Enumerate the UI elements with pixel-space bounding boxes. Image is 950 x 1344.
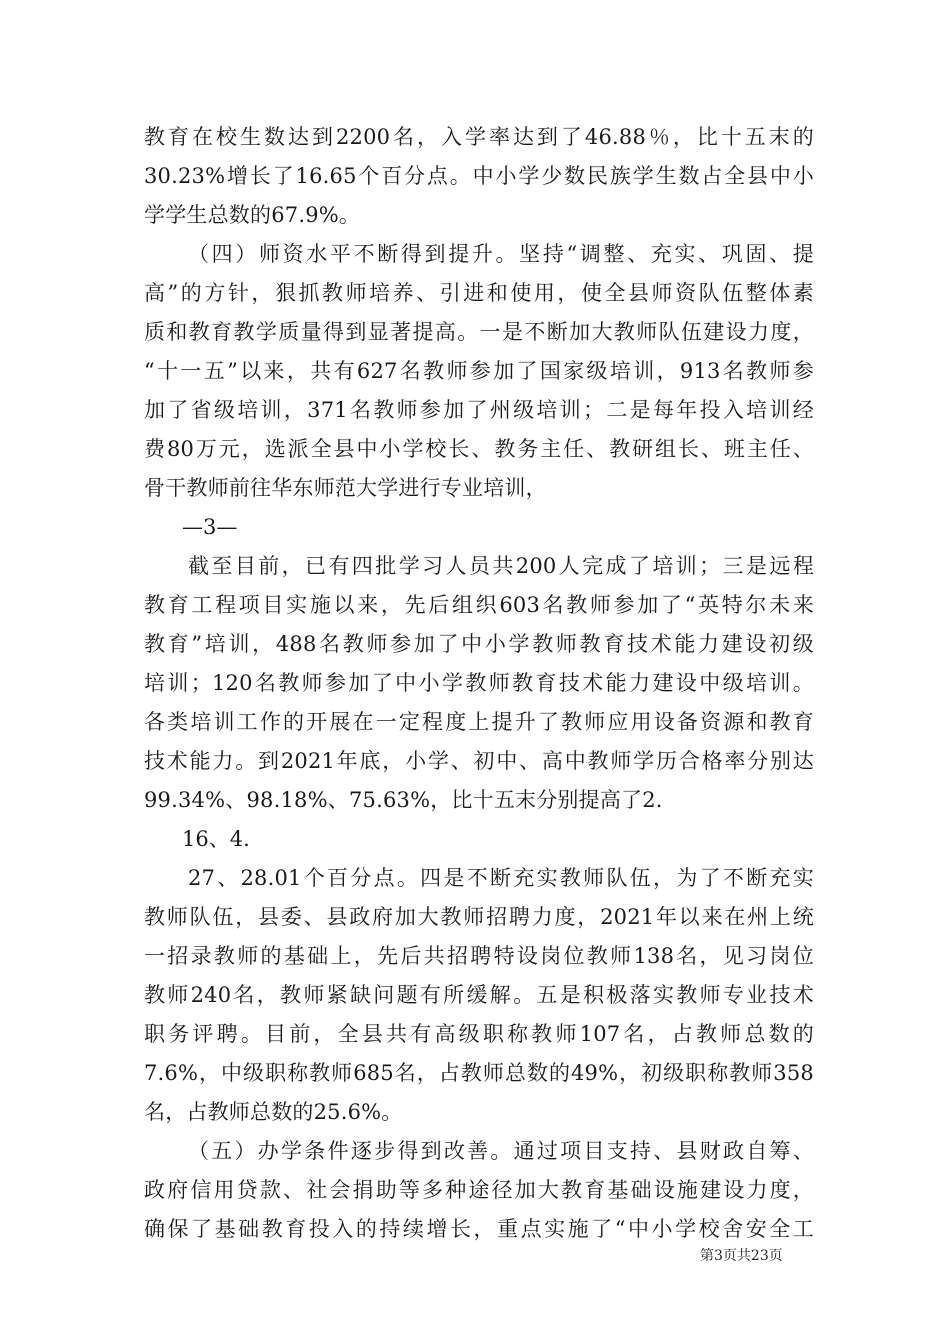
document-body	[144, 118, 814, 1249]
text-line: 骨干教师前往华东师范大学进行专业培训，	[144, 476, 547, 500]
text-line: 质和教育教学质量得到显著提高。一是不断加大教师队伍建设力度，	[144, 320, 814, 344]
text-line: 30.23%增长了16.65个百分点。中小学少数民族学生数占全县中小	[144, 164, 814, 188]
text-line: “十一五”以来，共有627名教师参加了国家级培训，913名教师参	[144, 359, 814, 383]
text-line: 高”的方针，狠抓教师培养、引进和使用，使全县师资队伍整体素	[144, 281, 814, 305]
text-line: 99.34%、98.18%、75.63%，比十五末分别提高了2.	[144, 788, 663, 812]
text-line: 教育”培训，488名教师参加了中小学教师教育技术能力建设初级	[144, 632, 814, 656]
text-line: 学学生总数的67.9%。	[144, 203, 361, 227]
text-line: （五）办学条件逐步得到改善。通过项目支持、县财政自筹、	[188, 1139, 814, 1163]
page-marker: —3—	[182, 515, 238, 539]
text-line: （四）师资水平不断得到提升。坚持“调整、充实、巩固、提	[188, 242, 814, 266]
page-marker: 16、4.	[182, 827, 250, 851]
text-line: 名，占教师总数的25.6%。	[144, 1100, 403, 1124]
text-line: 截至目前，已有四批学习人员共200人完成了培训；三是远程	[188, 554, 814, 578]
text-line: 职务评聘。目前，全县共有高级职称教师107名，占教师总数的	[144, 1022, 814, 1046]
text-line: 费80万元，选派全县中小学校长、教务主任、教研组长、班主任、	[144, 437, 814, 461]
text-line: 教师240名，教师紧缺问题有所缓解。五是积极落实教师专业技术	[144, 983, 814, 1007]
text-line: 教育工程项目实施以来，先后组织603名教师参加了“英特尔未来	[144, 593, 814, 617]
text-line: 教育在校生数达到2200名，入学率达到了46.88％，比十五末的	[144, 125, 814, 149]
text-line: 一招录教师的基础上，先后共招聘特设岗位教师138名，见习岗位	[144, 944, 814, 968]
text-line: 政府信用贷款、社会捐助等多种途径加大教育基础设施建设力度，	[144, 1178, 814, 1202]
text-line: 技术能力。到2021年底，小学、初中、高中教师学历合格率分别达	[144, 749, 814, 773]
text-line: 27、28.01个百分点。四是不断充实教师队伍，为了不断充实	[188, 866, 814, 890]
text-line: 培训；120名教师参加了中小学教师教育技术能力建设中级培训。	[144, 671, 814, 695]
text-line: 教师队伍，县委、县政府加大教师招聘力度，2021年以来在州上统	[144, 905, 814, 929]
page-footer: 第3页共23页	[700, 1248, 783, 1264]
text-line: 各类培训工作的开展在一定程度上提升了教师应用设备资源和教育	[144, 710, 814, 734]
text-line: 7.6%，中级职称教师685名，占教师总数的49%，初级职称教师358	[144, 1061, 814, 1085]
text-line: 确保了基础教育投入的持续增长，重点实施了“中小学校舍安全工	[144, 1217, 814, 1241]
text-line: 加了省级培训，371名教师参加了州级培训；二是每年投入培训经	[144, 398, 814, 422]
